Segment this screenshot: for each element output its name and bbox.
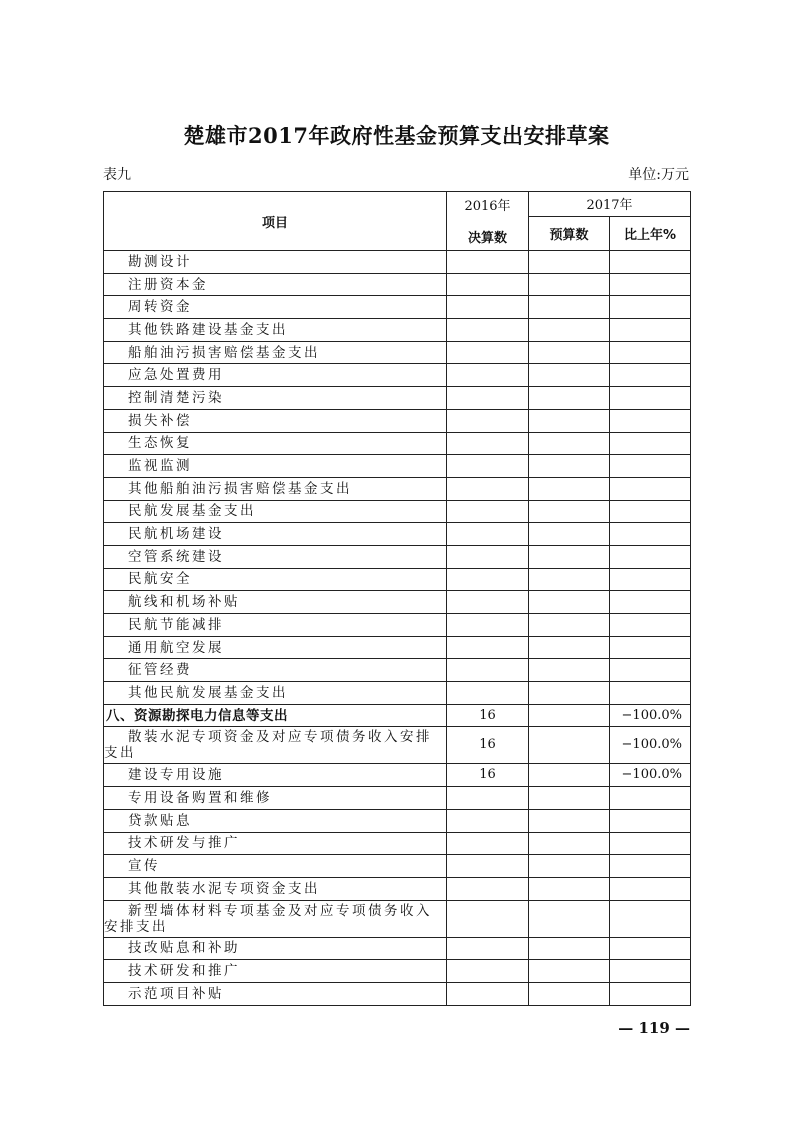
row-actual-2016 — [447, 659, 529, 682]
row-budget-2017 — [529, 727, 610, 764]
table-row — [104, 432, 691, 455]
table-label: 表九 — [103, 167, 131, 183]
row-actual-2016 — [447, 296, 529, 319]
row-budget-2017 — [529, 273, 610, 296]
row-ratio — [610, 409, 691, 432]
row-item-name: 宣传 — [104, 855, 447, 878]
row-budget-2017 — [529, 614, 610, 637]
row-actual-2016 — [447, 387, 529, 410]
row-budget-2017 — [529, 764, 610, 787]
row-budget-2017 — [529, 500, 610, 523]
row-item-name: 控制清楚污染 — [104, 387, 447, 410]
row-ratio — [610, 500, 691, 523]
row-ratio — [610, 832, 691, 855]
table-row — [104, 809, 691, 832]
row-actual-2016 — [447, 341, 529, 364]
row-item-name: 航线和机场补贴 — [104, 591, 447, 614]
row-budget-2017 — [529, 387, 610, 410]
page-number: — 119 — — [618, 1019, 690, 1037]
row-item-name: 专用设备购置和维修 — [104, 787, 447, 810]
row-actual-2016: 16 — [447, 764, 529, 787]
table-row — [104, 409, 691, 432]
row-ratio — [610, 387, 691, 410]
row-budget-2017 — [529, 704, 610, 727]
row-budget-2017 — [529, 341, 610, 364]
row-item-name: 民航机场建设 — [104, 523, 447, 546]
table-row — [104, 832, 691, 855]
table-row — [104, 477, 691, 500]
row-ratio — [610, 364, 691, 387]
row-actual-2016 — [447, 809, 529, 832]
table-row — [104, 614, 691, 637]
row-item-name: 贷款贴息 — [104, 809, 447, 832]
row-actual-2016 — [447, 409, 529, 432]
table-row — [104, 296, 691, 319]
row-actual-2016 — [447, 937, 529, 960]
row-item-name: 其他船舶油污损害赔偿基金支出 — [104, 477, 447, 500]
row-ratio — [610, 982, 691, 1005]
row-item-name: 损失补偿 — [104, 409, 447, 432]
row-ratio — [610, 319, 691, 342]
row-ratio — [610, 432, 691, 455]
row-budget-2017 — [529, 982, 610, 1005]
table-row — [104, 937, 691, 960]
row-ratio — [610, 477, 691, 500]
row-item-name: 监视监测 — [104, 455, 447, 478]
table-row — [104, 636, 691, 659]
table-row — [104, 727, 691, 764]
row-budget-2017 — [529, 591, 610, 614]
row-ratio — [610, 682, 691, 705]
row-actual-2016 — [447, 682, 529, 705]
table-row — [104, 960, 691, 983]
table-row — [104, 855, 691, 878]
row-actual-2016 — [447, 636, 529, 659]
table-row — [104, 523, 691, 546]
row-ratio — [610, 523, 691, 546]
row-actual-2016 — [447, 251, 529, 274]
table-subheader — [103, 164, 689, 184]
row-item-name: 其他散装水泥专项资金支出 — [104, 877, 447, 900]
row-actual-2016 — [447, 591, 529, 614]
row-actual-2016: 16 — [447, 727, 529, 764]
row-ratio — [610, 636, 691, 659]
row-item-name: 技改贴息和补助 — [104, 937, 447, 960]
row-actual-2016 — [447, 568, 529, 591]
table-row — [104, 364, 691, 387]
row-budget-2017 — [529, 960, 610, 983]
table-row — [104, 787, 691, 810]
row-actual-2016 — [447, 982, 529, 1005]
row-ratio — [610, 960, 691, 983]
table-row — [104, 659, 691, 682]
table-row — [104, 764, 691, 787]
row-budget-2017 — [529, 900, 610, 937]
table-row — [104, 545, 691, 568]
row-actual-2016 — [447, 614, 529, 637]
unit-label: 单位:万元 — [628, 167, 689, 183]
budget-table — [103, 191, 691, 1006]
row-budget-2017 — [529, 409, 610, 432]
row-item-name: 通用航空发展 — [104, 636, 447, 659]
row-item-name: 散装水泥专项资金及对应专项债务收入安排支出 — [104, 727, 447, 764]
row-budget-2017 — [529, 477, 610, 500]
row-ratio — [610, 251, 691, 274]
row-item-name: 建设专用设施 — [104, 764, 447, 787]
table-row — [104, 982, 691, 1005]
header-budget: 预算数 — [529, 216, 610, 250]
row-ratio — [610, 568, 691, 591]
table-row — [104, 877, 691, 900]
row-budget-2017 — [529, 545, 610, 568]
table-row — [104, 704, 691, 727]
row-actual-2016 — [447, 319, 529, 342]
row-item-name: 其他铁路建设基金支出 — [104, 319, 447, 342]
row-ratio — [610, 659, 691, 682]
row-budget-2017 — [529, 455, 610, 478]
row-ratio — [610, 809, 691, 832]
row-budget-2017 — [529, 568, 610, 591]
row-budget-2017 — [529, 319, 610, 342]
row-budget-2017 — [529, 659, 610, 682]
table-header — [104, 192, 691, 251]
table-body — [104, 251, 691, 1006]
row-ratio — [610, 900, 691, 937]
row-item-name: 船舶油污损害赔偿基金支出 — [104, 341, 447, 364]
header-actual: 决算数 — [447, 216, 529, 250]
row-item-name: 技术研发与推广 — [104, 832, 447, 855]
row-budget-2017 — [529, 364, 610, 387]
row-actual-2016: 16 — [447, 704, 529, 727]
row-actual-2016 — [447, 273, 529, 296]
table-row — [104, 500, 691, 523]
row-actual-2016 — [447, 787, 529, 810]
row-ratio — [610, 614, 691, 637]
row-actual-2016 — [447, 500, 529, 523]
row-actual-2016 — [447, 523, 529, 546]
row-budget-2017 — [529, 682, 610, 705]
row-budget-2017 — [529, 432, 610, 455]
row-item-name: 生态恢复 — [104, 432, 447, 455]
row-budget-2017 — [529, 855, 610, 878]
row-item-name: 八、资源勘探电力信息等支出 — [104, 704, 447, 727]
row-ratio: −100.0% — [610, 727, 691, 764]
row-actual-2016 — [447, 960, 529, 983]
row-budget-2017 — [529, 251, 610, 274]
table-row — [104, 568, 691, 591]
row-item-name: 技术研发和推广 — [104, 960, 447, 983]
row-ratio — [610, 341, 691, 364]
row-actual-2016 — [447, 455, 529, 478]
row-actual-2016 — [447, 832, 529, 855]
table-row — [104, 251, 691, 274]
header-year-2017: 2017年 — [529, 192, 691, 217]
row-ratio — [610, 296, 691, 319]
table-row — [104, 682, 691, 705]
row-item-name: 民航安全 — [104, 568, 447, 591]
row-ratio: −100.0% — [610, 764, 691, 787]
row-budget-2017 — [529, 787, 610, 810]
row-budget-2017 — [529, 523, 610, 546]
row-budget-2017 — [529, 636, 610, 659]
row-budget-2017 — [529, 809, 610, 832]
row-actual-2016 — [447, 432, 529, 455]
row-item-name: 周转资金 — [104, 296, 447, 319]
row-item-name: 空管系统建设 — [104, 545, 447, 568]
row-item-name: 应急处置费用 — [104, 364, 447, 387]
table-row — [104, 273, 691, 296]
row-budget-2017 — [529, 832, 610, 855]
header-year-2016: 2016年 — [447, 192, 529, 217]
row-ratio: −100.0% — [610, 704, 691, 727]
row-actual-2016 — [447, 364, 529, 387]
table-row — [104, 319, 691, 342]
row-budget-2017 — [529, 877, 610, 900]
row-actual-2016 — [447, 877, 529, 900]
row-ratio — [610, 787, 691, 810]
table-row — [104, 387, 691, 410]
row-item-name: 示范项目补贴 — [104, 982, 447, 1005]
row-budget-2017 — [529, 937, 610, 960]
row-item-name: 新型墙体材料专项基金及对应专项债务收入安排支出 — [104, 900, 447, 937]
row-item-name: 民航节能减排 — [104, 614, 447, 637]
row-ratio — [610, 877, 691, 900]
row-ratio — [610, 591, 691, 614]
row-actual-2016 — [447, 900, 529, 937]
table-row — [104, 341, 691, 364]
row-item-name: 勘测设计 — [104, 251, 447, 274]
table-row — [104, 591, 691, 614]
row-item-name: 其他民航发展基金支出 — [104, 682, 447, 705]
row-item-name: 民航发展基金支出 — [104, 500, 447, 523]
table-row — [104, 455, 691, 478]
row-actual-2016 — [447, 855, 529, 878]
header-item: 项目 — [104, 192, 447, 251]
row-ratio — [610, 937, 691, 960]
row-ratio — [610, 455, 691, 478]
row-ratio — [610, 855, 691, 878]
row-actual-2016 — [447, 545, 529, 568]
row-item-name: 注册资本金 — [104, 273, 447, 296]
row-actual-2016 — [447, 477, 529, 500]
page-title: 楚雄市2017年政府性基金预算支出安排草案 — [183, 123, 610, 148]
header-ratio: 比上年% — [610, 216, 691, 250]
row-ratio — [610, 545, 691, 568]
row-ratio — [610, 273, 691, 296]
row-item-name: 征管经费 — [104, 659, 447, 682]
table-row — [104, 900, 691, 937]
row-budget-2017 — [529, 296, 610, 319]
